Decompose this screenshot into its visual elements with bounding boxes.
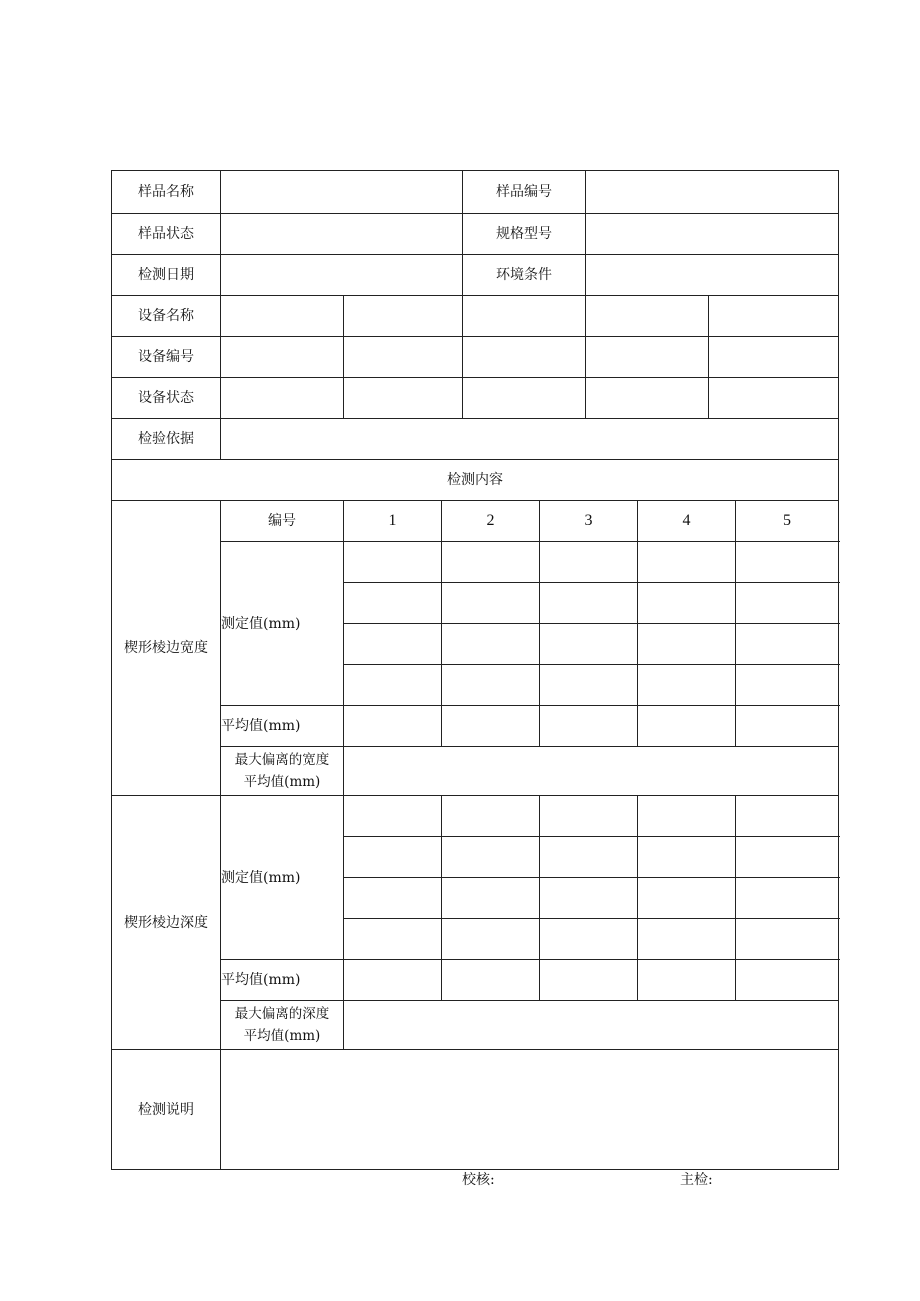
equipment-status-field[interactable] (463, 378, 586, 419)
environment-label: 环境条件 (463, 255, 586, 296)
test-date-field[interactable] (221, 255, 463, 296)
depth-max-deviation-field[interactable] (344, 1001, 839, 1050)
number-header: 编号 (221, 501, 344, 542)
width-average-cell[interactable] (736, 706, 839, 747)
width-measured-cell[interactable] (442, 583, 540, 624)
depth-measured-cell[interactable] (638, 796, 736, 837)
width-max-deviation-line1: 最大偏离的宽度 (234, 752, 330, 768)
width-measured-cell[interactable] (344, 542, 442, 583)
sample-status-field[interactable] (221, 214, 463, 255)
environment-field[interactable] (586, 255, 839, 296)
equipment-number-label: 设备编号 (112, 337, 221, 378)
remarks-label: 检测说明 (112, 1050, 221, 1170)
signature-footer (0, 1169, 920, 1189)
width-section-title: 楔形棱边宽度 (112, 501, 221, 796)
depth-measured-cell[interactable] (344, 878, 442, 919)
equipment-name-field[interactable] (221, 296, 344, 337)
inspector-label: 主检: (680, 1172, 713, 1188)
width-measured-cell[interactable] (442, 542, 540, 583)
sample-number-field[interactable] (586, 171, 839, 214)
depth-measured-cell[interactable] (344, 837, 442, 878)
width-average-label: 平均值(mm) (221, 706, 344, 747)
equipment-name-field[interactable] (344, 296, 463, 337)
depth-measured-label: 测定值(mm) (221, 796, 344, 960)
width-measured-cell[interactable] (442, 665, 540, 706)
equipment-number-field[interactable] (344, 337, 463, 378)
width-measured-cell[interactable] (540, 583, 638, 624)
depth-measured-cell[interactable] (736, 919, 839, 960)
width-measured-cell[interactable] (736, 583, 839, 624)
depth-measured-cell[interactable] (540, 919, 638, 960)
depth-section-title: 楔形棱边深度 (112, 796, 221, 1050)
sample-status-label: 样品状态 (112, 214, 221, 255)
basis-field[interactable] (221, 419, 839, 460)
depth-measured-cell[interactable] (442, 796, 540, 837)
width-average-cell[interactable] (540, 706, 638, 747)
sample-name-field[interactable] (221, 171, 463, 214)
column-header-1: 1 (344, 501, 442, 542)
spec-model-field[interactable] (586, 214, 839, 255)
basis-label: 检验依据 (112, 419, 221, 460)
depth-measured-cell[interactable] (442, 919, 540, 960)
equipment-status-field[interactable] (709, 378, 839, 419)
depth-measured-cell[interactable] (344, 796, 442, 837)
equipment-name-field[interactable] (586, 296, 709, 337)
width-measured-cell[interactable] (638, 624, 736, 665)
depth-measured-cell[interactable] (736, 878, 839, 919)
equipment-number-field[interactable] (463, 337, 586, 378)
column-header-3: 3 (540, 501, 638, 542)
depth-max-deviation-line2: 平均值(mm) (243, 1028, 321, 1044)
column-header-4: 4 (638, 501, 736, 542)
sample-name-label: 样品名称 (112, 171, 221, 214)
depth-average-cell[interactable] (638, 960, 736, 1001)
depth-measured-cell[interactable] (638, 878, 736, 919)
test-date-label: 检测日期 (112, 255, 221, 296)
width-average-cell[interactable] (638, 706, 736, 747)
depth-measured-cell[interactable] (540, 878, 638, 919)
width-measured-cell[interactable] (540, 542, 638, 583)
depth-average-cell[interactable] (540, 960, 638, 1001)
equipment-status-field[interactable] (221, 378, 344, 419)
remarks-field[interactable] (221, 1050, 839, 1170)
spec-model-label: 规格型号 (463, 214, 586, 255)
equipment-name-field[interactable] (709, 296, 839, 337)
column-header-5: 5 (736, 501, 839, 542)
column-header-2: 2 (442, 501, 540, 542)
depth-max-deviation-line1: 最大偏离的深度 (234, 1006, 330, 1022)
width-measured-cell[interactable] (736, 665, 839, 706)
depth-measured-cell[interactable] (638, 919, 736, 960)
width-average-cell[interactable] (442, 706, 540, 747)
equipment-status-field[interactable] (586, 378, 709, 419)
equipment-status-field[interactable] (344, 378, 463, 419)
depth-measured-cell[interactable] (344, 919, 442, 960)
width-measured-cell[interactable] (638, 542, 736, 583)
width-measured-cell[interactable] (540, 624, 638, 665)
depth-measured-cell[interactable] (736, 837, 839, 878)
equipment-status-label: 设备状态 (112, 378, 221, 419)
depth-average-cell[interactable] (736, 960, 839, 1001)
depth-measured-cell[interactable] (540, 837, 638, 878)
equipment-number-field[interactable] (709, 337, 839, 378)
width-measured-cell[interactable] (344, 583, 442, 624)
depth-average-cell[interactable] (344, 960, 442, 1001)
depth-average-cell[interactable] (442, 960, 540, 1001)
width-max-deviation-label (221, 747, 344, 796)
depth-max-deviation-label (221, 1001, 344, 1050)
equipment-name-label: 设备名称 (112, 296, 221, 337)
width-average-cell[interactable] (344, 706, 442, 747)
checker-label: 校核: (462, 1172, 495, 1188)
equipment-name-field[interactable] (463, 296, 586, 337)
depth-measured-cell[interactable] (442, 837, 540, 878)
width-max-deviation-line2: 平均值(mm) (243, 774, 321, 790)
width-measured-cell[interactable] (344, 624, 442, 665)
width-measured-cell[interactable] (736, 624, 839, 665)
sample-number-label: 样品编号 (463, 171, 586, 214)
depth-average-label: 平均值(mm) (221, 960, 344, 1001)
depth-measured-cell[interactable] (638, 837, 736, 878)
equipment-number-field[interactable] (586, 337, 709, 378)
content-title: 检测内容 (112, 460, 839, 501)
width-max-deviation-field[interactable] (344, 747, 839, 796)
width-measured-label: 测定值(mm) (221, 542, 344, 706)
width-measured-cell[interactable] (442, 624, 540, 665)
depth-measured-cell[interactable] (736, 796, 839, 837)
depth-measured-cell[interactable] (540, 796, 638, 837)
width-measured-cell[interactable] (736, 542, 839, 583)
width-measured-cell[interactable] (540, 665, 638, 706)
depth-measured-cell[interactable] (442, 878, 540, 919)
width-measured-cell[interactable] (638, 583, 736, 624)
equipment-number-field[interactable] (221, 337, 344, 378)
width-measured-cell[interactable] (638, 665, 736, 706)
inspection-form-table (111, 170, 839, 1170)
width-measured-cell[interactable] (344, 665, 442, 706)
